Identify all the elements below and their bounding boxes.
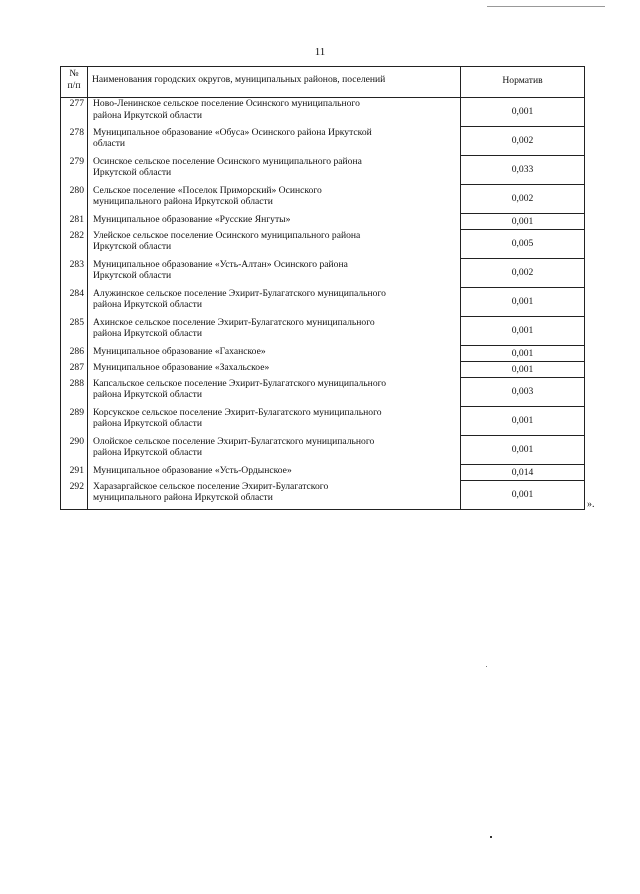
row-name <box>88 407 461 436</box>
header-value-label: Норматив <box>502 75 543 86</box>
row-name-line: муниципального района Иркутской области <box>93 492 273 504</box>
row-name <box>88 259 461 288</box>
row-number: 283 <box>61 259 88 288</box>
table-row <box>61 362 585 378</box>
row-name-line: района Иркутской области <box>93 447 202 459</box>
row-value: 0,001 <box>461 317 585 346</box>
scan-edge-line <box>487 6 605 7</box>
row-name-line: Корсукское сельское поселение Эхирит-Булагатского муниципального <box>93 406 382 418</box>
header-name-label: Наименования городских округов, муниципальных районов, поселений <box>92 74 386 85</box>
row-name-line: Иркутской области <box>93 241 172 253</box>
row-value: 0,005 <box>461 230 585 259</box>
row-name: Муниципальное образование «Захальское» <box>88 362 461 378</box>
row-name-line: Муниципальное образование «Усть-Алтан» Осинского района <box>93 258 348 270</box>
row-name-line: Харазаргайское сельское поселение Эхирит-Булагатского <box>93 480 329 492</box>
row-value: 0,003 <box>461 378 585 407</box>
row-name-line: Осинское сельское поселение Осинского муниципального района <box>93 155 362 167</box>
scan-speck <box>490 836 492 838</box>
row-value: 0,001 <box>461 288 585 317</box>
row-name <box>88 288 461 317</box>
row-name <box>88 317 461 346</box>
row-name: Муниципальное образование «Гаханское» <box>88 346 461 362</box>
row-name: Муниципальное образование «Русские Янгуты» <box>88 214 461 230</box>
row-number: 280 <box>61 185 88 214</box>
row-name-line: Муниципальное образование «Обуса» Осинского района Иркутской <box>93 126 372 138</box>
closing-quote: ». <box>587 499 595 510</box>
header-number <box>61 67 88 98</box>
table-row <box>61 378 585 407</box>
row-number: 279 <box>61 156 88 185</box>
table-row <box>61 98 585 127</box>
table-row <box>61 407 585 436</box>
row-name-line: района Иркутской области <box>93 389 202 401</box>
row-number: 289 <box>61 407 88 436</box>
row-number: 292 <box>61 481 88 510</box>
table-row <box>61 481 585 510</box>
row-number: 287 <box>61 362 88 378</box>
table-row <box>61 230 585 259</box>
row-number: 277 <box>61 98 88 127</box>
row-name-line: Ахинское сельское поселение Эхирит-Булагатского муниципального <box>93 316 375 328</box>
header-name <box>88 67 461 98</box>
row-name-line: области <box>93 138 126 150</box>
page-number: 11 <box>314 46 326 58</box>
row-name <box>88 156 461 185</box>
row-value: 0,014 <box>461 465 585 481</box>
table-body <box>61 98 585 510</box>
table-row <box>61 317 585 346</box>
row-value: 0,001 <box>461 346 585 362</box>
row-number: 284 <box>61 288 88 317</box>
row-value: 0,033 <box>461 156 585 185</box>
row-name-line: района Иркутской области <box>93 299 202 311</box>
row-name-line: Иркутской области <box>93 167 172 179</box>
row-value: 0,001 <box>461 362 585 378</box>
norm-table <box>60 66 585 510</box>
row-name <box>88 378 461 407</box>
table-row <box>61 465 585 481</box>
row-value: 0,001 <box>461 98 585 127</box>
row-number: 282 <box>61 230 88 259</box>
table-row <box>61 185 585 214</box>
table-row <box>61 214 585 230</box>
row-value: 0,002 <box>461 185 585 214</box>
row-name-line: Олойское сельское поселение Эхирит-Булагатского муниципального <box>93 435 375 447</box>
row-name-line: Ново-Ленинское сельское поселение Осинского муниципального <box>93 98 360 109</box>
row-name-line: муниципального района Иркутской области <box>93 196 273 208</box>
table-row <box>61 259 585 288</box>
row-number: 281 <box>61 214 88 230</box>
row-value: 0,001 <box>461 481 585 510</box>
row-name-line: Улейское сельское поселение Осинского муниципального района <box>93 229 361 241</box>
row-value: 0,001 <box>461 407 585 436</box>
row-number: 286 <box>61 346 88 362</box>
row-name <box>88 230 461 259</box>
row-number: 285 <box>61 317 88 346</box>
row-value: 0,002 <box>461 127 585 156</box>
row-name: Муниципальное образование «Усть-Ордынское» <box>88 465 461 481</box>
table-row <box>61 288 585 317</box>
row-name-line: района Иркутской области <box>93 328 202 340</box>
table-row <box>61 436 585 465</box>
row-name-line: Капсальское сельское поселение Эхирит-Булагатского муниципального <box>93 377 387 389</box>
row-name-line: района Иркутской области <box>93 418 202 430</box>
row-number: 278 <box>61 127 88 156</box>
table-row <box>61 156 585 185</box>
table-header-row <box>61 67 585 98</box>
header-value <box>461 67 585 98</box>
row-name-line: Иркутской области <box>93 270 172 282</box>
scan-speck <box>486 666 487 667</box>
row-number: 291 <box>61 465 88 481</box>
row-name <box>88 481 461 510</box>
row-name-line: Алужинское сельское поселение Эхирит-Булагатского муниципального <box>93 287 386 299</box>
header-number-label: № п/п <box>67 68 81 91</box>
row-value: 0,001 <box>461 436 585 465</box>
row-name-line: района Иркутской области <box>93 109 202 121</box>
row-name-line: Сельское поселение «Поселок Приморский» Осинского <box>93 184 322 196</box>
row-name <box>88 185 461 214</box>
table-row <box>61 346 585 362</box>
row-number: 288 <box>61 378 88 407</box>
row-name <box>88 436 461 465</box>
row-name <box>88 127 461 156</box>
table-row <box>61 127 585 156</box>
row-number: 290 <box>61 436 88 465</box>
row-value: 0,002 <box>461 259 585 288</box>
row-value: 0,001 <box>461 214 585 230</box>
row-name <box>88 98 461 127</box>
